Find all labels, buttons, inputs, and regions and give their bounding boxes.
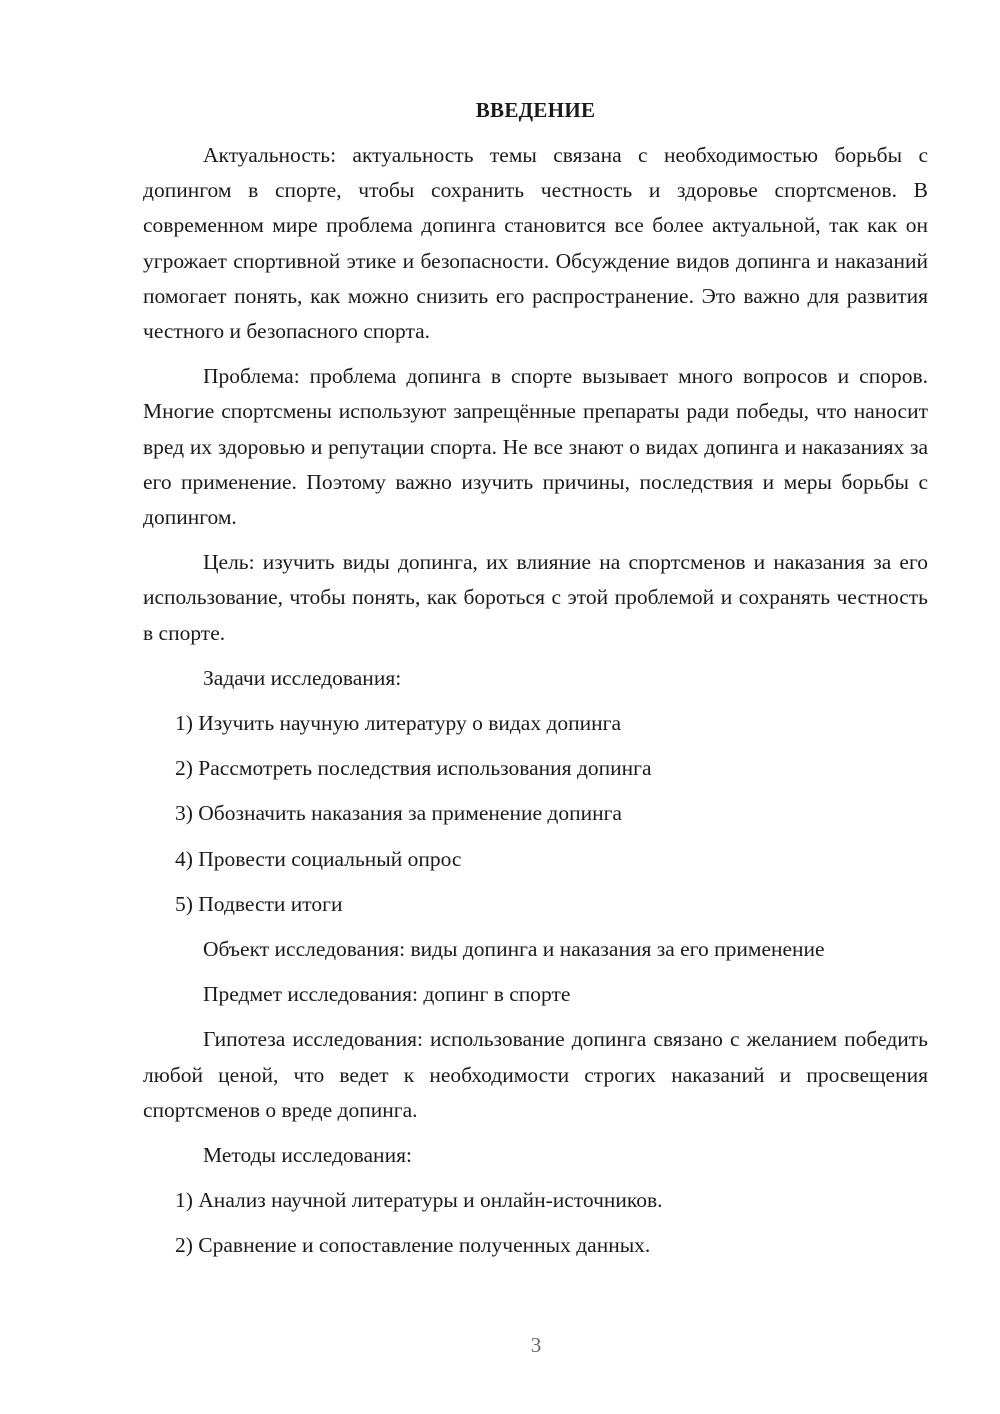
task-item: 4) Провести социальный опрос: [175, 846, 462, 871]
task-item: 5) Подвести итоги: [175, 891, 343, 916]
tasks-heading: Задачи исследования:: [203, 665, 402, 690]
methods-heading: Методы исследования:: [203, 1143, 412, 1168]
task-item: 2) Рассмотреть последствия использования допинга: [175, 756, 652, 781]
research-object: Объект исследования: виды допинга и наказания за его применение: [203, 937, 825, 962]
task-item: 1) Изучить научную литературу о видах допинга: [175, 711, 622, 736]
page-number: 3: [530, 1333, 542, 1357]
document-page: [143, 96, 928, 1274]
paragraph-problem: Проблема: проблема допинга в спорте вызывает много вопросов и споров. Многие спортсмены используют запрещённые препараты ради победы, что наносит вред их здоровью и репутации спорта. Не все знают о видах допинга и наказаниях за его применение. Поэтому важно изучить причины, последствия и меры борьбы с допингом.: [143, 364, 928, 530]
paragraph-hypothesis: Гипотеза исследования: использование допинга связано с желанием победить любой ценой, что ведет к необходимости строгих наказаний и просвещения спортсменов о вреде допинга.: [143, 1027, 928, 1122]
method-item: 2) Сравнение и сопоставление полученных данных.: [175, 1233, 651, 1258]
method-item: 1) Анализ научной литературы и онлайн-источников.: [175, 1188, 663, 1213]
paragraph-relevance: Актуальность: актуальность темы связана с необходимостью борьбы с допингом в спорте, чтобы сохранить честность и здоровье спортсменов. В современном мире проблема допинга становится все более актуальной, так как он угрожает спортивной этике и безопасности. Обсуждение видов допинга и наказаний помогает понять, как можно снизить его распространение. Это важно для развития честного и безопасного спорта.: [143, 143, 928, 344]
task-item: 3) Обозначить наказания за применение допинга: [175, 801, 622, 826]
research-subject: Предмет исследования: допинг в спорте: [203, 982, 571, 1007]
paragraph-goal: Цель: изучить виды допинга, их влияние на спортсменов и наказания за его использование, чтобы понять, как бороться с этой проблемой и сохранять честность в спорте.: [143, 550, 928, 645]
section-title: ВВЕДЕНИЕ: [475, 98, 596, 122]
